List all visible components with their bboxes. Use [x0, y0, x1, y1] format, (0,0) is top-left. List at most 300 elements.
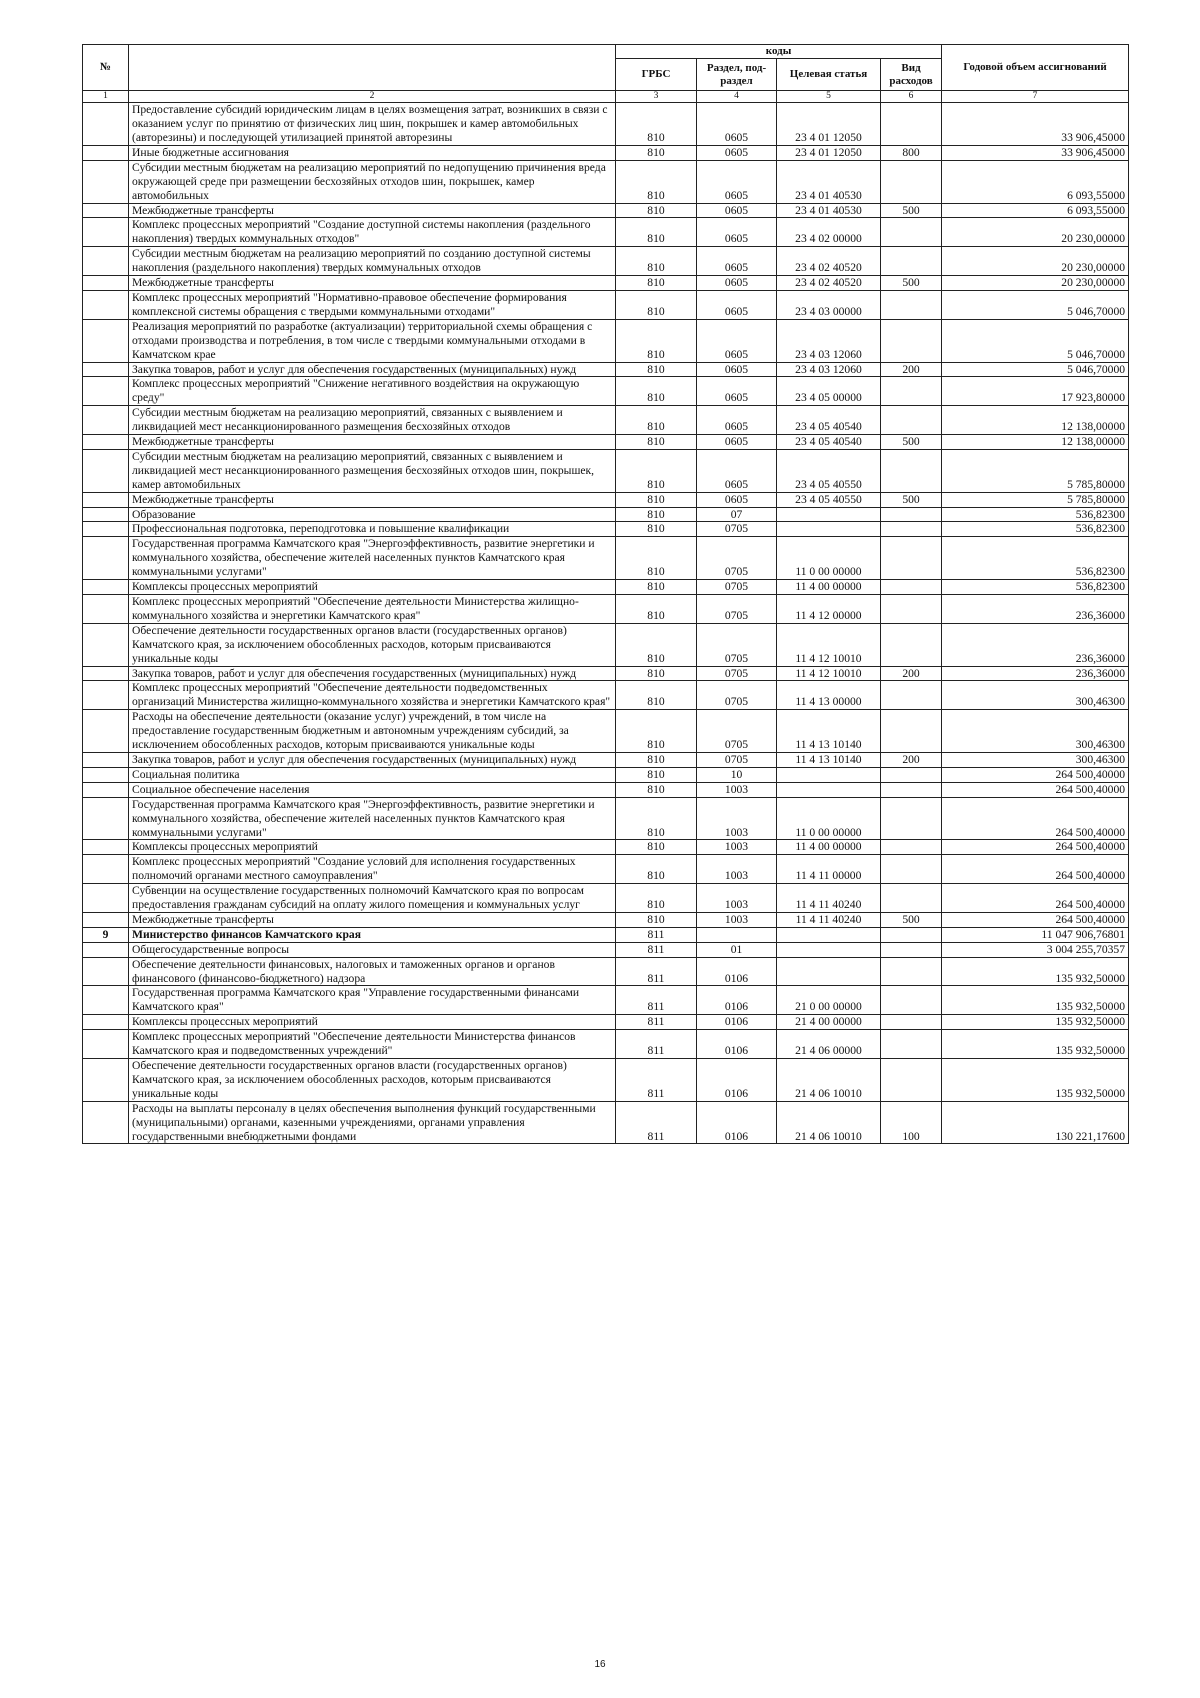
row-amount: 3 004 255,70357 — [942, 942, 1129, 957]
row-number — [83, 492, 129, 507]
row-grbs: 810 — [616, 406, 697, 435]
row-grbs: 810 — [616, 681, 697, 710]
row-name: Комплекс процессных мероприятий "Создание условий для исполнения государственных полномочий органами местного самоуправления" — [129, 855, 616, 884]
row-name: Реализация мероприятий по разработке (актуализации) территориальной схемы обращения с отходами производства и потребления, в том числе с твердыми коммунальными отходами в Камчатском крае — [129, 319, 616, 362]
row-name: Предоставление субсидий юридическим лицам в целях возмещения затрат, возникших в связи с оказанием услуг по принятию от физических лиц шин, покрышек и камер автомобильных (авторезины) и последующей утилизацией принятой авторезины — [129, 103, 616, 146]
row-type: 500 — [881, 912, 942, 927]
row-name: Субвенции на осуществление государственных полномочий Камчатского края по вопросам предоставления гражданам субсидий на оплату жилого помещения и коммунальных услуг — [129, 884, 616, 913]
table-row — [83, 595, 1129, 624]
row-target — [777, 927, 881, 942]
row-name: Комплексы процессных мероприятий — [129, 840, 616, 855]
table-row — [83, 1101, 1129, 1144]
row-amount: 11 047 906,76801 — [942, 927, 1129, 942]
row-number — [83, 377, 129, 406]
row-number — [83, 957, 129, 986]
row-amount: 6 093,55000 — [942, 160, 1129, 203]
row-amount: 20 230,00000 — [942, 218, 1129, 247]
row-type — [881, 840, 942, 855]
page-number: 16 — [594, 1659, 606, 1670]
row-type — [881, 377, 942, 406]
row-number — [83, 218, 129, 247]
table-row — [83, 623, 1129, 666]
row-section: 0705 — [697, 666, 777, 681]
row-type — [881, 522, 942, 537]
row-name: Межбюджетные трансферты — [129, 912, 616, 927]
row-section: 0106 — [697, 957, 777, 986]
row-number — [83, 1015, 129, 1030]
row-grbs: 810 — [616, 492, 697, 507]
row-section: 0705 — [697, 580, 777, 595]
colnum-6: 6 — [881, 91, 942, 103]
row-target: 23 4 03 12060 — [777, 319, 881, 362]
table-row — [83, 435, 1129, 450]
row-section: 10 — [697, 767, 777, 782]
row-number — [83, 276, 129, 291]
table-row — [83, 290, 1129, 319]
row-number — [83, 782, 129, 797]
row-amount: 536,82300 — [942, 507, 1129, 522]
table-row — [83, 103, 1129, 146]
row-name: Расходы на обеспечение деятельности (оказание услуг) учреждений, в том числе на предоставление государственным бюджетным и автономным учреждениям субсидий, за исключением обособленных расходов, которым присваиваются уникальные коды — [129, 710, 616, 753]
row-type: 800 — [881, 145, 942, 160]
table-row — [83, 218, 1129, 247]
row-number — [83, 855, 129, 884]
row-type — [881, 782, 942, 797]
row-amount: 264 500,40000 — [942, 767, 1129, 782]
row-target: 11 0 00 00000 — [777, 797, 881, 840]
row-grbs: 810 — [616, 595, 697, 624]
row-type — [881, 855, 942, 884]
row-type — [881, 449, 942, 492]
table-row — [83, 537, 1129, 580]
row-number — [83, 1059, 129, 1102]
row-name: Закупка товаров, работ и услуг для обеспечения государственных (муниципальных) нужд — [129, 362, 616, 377]
row-name: Профессиональная подготовка, переподготовка и повышение квалификации — [129, 522, 616, 537]
row-type: 500 — [881, 492, 942, 507]
row-target: 23 4 02 40520 — [777, 276, 881, 291]
row-target: 23 4 05 00000 — [777, 377, 881, 406]
row-name: Межбюджетные трансферты — [129, 435, 616, 450]
row-section: 1003 — [697, 797, 777, 840]
table-row — [83, 752, 1129, 767]
row-target: 21 4 06 00000 — [777, 1030, 881, 1059]
row-name: Субсидии местным бюджетам на реализацию мероприятий, связанных с выявлением и ликвидацией мест несанкционированного размещения бесхозяйных отходов — [129, 406, 616, 435]
row-section: 0605 — [697, 362, 777, 377]
row-amount: 6 093,55000 — [942, 203, 1129, 218]
row-type — [881, 942, 942, 957]
row-name: Образование — [129, 507, 616, 522]
row-section: 0705 — [697, 710, 777, 753]
row-grbs: 810 — [616, 522, 697, 537]
row-type — [881, 884, 942, 913]
row-number — [83, 797, 129, 840]
row-name: Межбюджетные трансферты — [129, 492, 616, 507]
table-row — [83, 681, 1129, 710]
table-row — [83, 782, 1129, 797]
row-target: 11 4 13 10140 — [777, 710, 881, 753]
row-section: 0106 — [697, 1059, 777, 1102]
row-number — [83, 507, 129, 522]
row-number — [83, 362, 129, 377]
row-name: Субсидии местным бюджетам на реализацию мероприятий по созданию доступной системы накопления (раздельного накопления) твердых коммунальных отходов — [129, 247, 616, 276]
row-number — [83, 1030, 129, 1059]
row-amount: 536,82300 — [942, 580, 1129, 595]
table-row — [83, 160, 1129, 203]
row-amount: 5 046,70000 — [942, 290, 1129, 319]
row-name: Обеспечение деятельности государственных органов власти (государственных органов) Камчатского края, за исключением обособленных расходов, которым присваиваются уникальные коды — [129, 623, 616, 666]
row-grbs: 810 — [616, 362, 697, 377]
row-grbs: 810 — [616, 103, 697, 146]
row-section: 01 — [697, 942, 777, 957]
row-type: 500 — [881, 435, 942, 450]
row-number — [83, 767, 129, 782]
row-number — [83, 319, 129, 362]
row-number — [83, 912, 129, 927]
row-number — [83, 522, 129, 537]
header-no: № — [83, 45, 129, 91]
row-amount: 135 932,50000 — [942, 1015, 1129, 1030]
row-amount: 5 046,70000 — [942, 362, 1129, 377]
row-number — [83, 884, 129, 913]
row-number — [83, 752, 129, 767]
row-amount: 264 500,40000 — [942, 884, 1129, 913]
row-grbs: 810 — [616, 782, 697, 797]
row-target: 11 4 11 40240 — [777, 884, 881, 913]
table-row — [83, 942, 1129, 957]
row-grbs: 811 — [616, 1030, 697, 1059]
row-grbs: 810 — [616, 247, 697, 276]
table-row — [83, 319, 1129, 362]
row-grbs: 810 — [616, 623, 697, 666]
row-amount: 20 230,00000 — [942, 247, 1129, 276]
row-section: 0705 — [697, 595, 777, 624]
row-amount: 300,46300 — [942, 681, 1129, 710]
row-number — [83, 986, 129, 1015]
row-amount: 135 932,50000 — [942, 1030, 1129, 1059]
row-name: Обеспечение деятельности государственных органов власти (государственных органов) Камчатского края, за исключением обособленных расходов, которым присваиваются уникальные коды — [129, 1059, 616, 1102]
row-section: 0605 — [697, 406, 777, 435]
row-target: 11 4 00 00000 — [777, 840, 881, 855]
row-number — [83, 623, 129, 666]
row-grbs: 810 — [616, 377, 697, 406]
row-grbs: 810 — [616, 884, 697, 913]
row-number — [83, 160, 129, 203]
row-grbs: 810 — [616, 666, 697, 681]
row-grbs: 810 — [616, 319, 697, 362]
row-amount: 5 785,80000 — [942, 492, 1129, 507]
row-type — [881, 290, 942, 319]
row-section: 1003 — [697, 840, 777, 855]
row-type — [881, 1059, 942, 1102]
row-section: 1003 — [697, 884, 777, 913]
row-number — [83, 666, 129, 681]
row-section: 0106 — [697, 1015, 777, 1030]
row-target — [777, 507, 881, 522]
row-amount: 135 932,50000 — [942, 1059, 1129, 1102]
row-type — [881, 580, 942, 595]
row-amount: 236,36000 — [942, 595, 1129, 624]
header-grbs: ГРБС — [616, 59, 697, 91]
row-grbs: 811 — [616, 986, 697, 1015]
table-row — [83, 957, 1129, 986]
row-grbs: 810 — [616, 767, 697, 782]
row-grbs: 810 — [616, 797, 697, 840]
row-grbs: 810 — [616, 912, 697, 927]
row-grbs: 810 — [616, 145, 697, 160]
row-target: 11 4 00 00000 — [777, 580, 881, 595]
row-type — [881, 797, 942, 840]
header-target: Целевая статья — [777, 59, 881, 91]
row-number — [83, 580, 129, 595]
row-name: Комплекс процессных мероприятий "Нормативно-правовое обеспечение формирования комплексной системы обращения с твердыми коммунальными отходами" — [129, 290, 616, 319]
row-name: Государственная программа Камчатского края "Энергоэффективность, развитие энергетики и коммунального хозяйства, обеспечение жителей населенных пунктов Камчатского края коммунальными услугами" — [129, 797, 616, 840]
row-amount: 300,46300 — [942, 710, 1129, 753]
row-target: 23 4 01 40530 — [777, 203, 881, 218]
row-target: 23 4 03 12060 — [777, 362, 881, 377]
row-section: 0605 — [697, 319, 777, 362]
row-type: 200 — [881, 752, 942, 767]
row-name: Социальная политика — [129, 767, 616, 782]
row-grbs: 810 — [616, 290, 697, 319]
row-target — [777, 767, 881, 782]
row-number — [83, 406, 129, 435]
row-name: Субсидии местным бюджетам на реализацию мероприятий, связанных с выявлением и ликвидацией мест несанкционированного размещения бесхозяйных отходов шин, покрышек, камер автомобильных — [129, 449, 616, 492]
row-amount: 264 500,40000 — [942, 797, 1129, 840]
row-section: 0106 — [697, 1101, 777, 1144]
row-grbs: 810 — [616, 752, 697, 767]
row-name: Субсидии местным бюджетам на реализацию мероприятий по недопущению причинения вреда окружающей среде при размещении бесхозяйных отходов шин, покрышек, камер автомобильных — [129, 160, 616, 203]
row-number — [83, 942, 129, 957]
row-type — [881, 681, 942, 710]
row-type — [881, 103, 942, 146]
table-row — [83, 522, 1129, 537]
table-row — [83, 203, 1129, 218]
colnum-7: 7 — [942, 91, 1129, 103]
colnum-1: 1 — [83, 91, 129, 103]
row-type — [881, 537, 942, 580]
row-name: Межбюджетные трансферты — [129, 203, 616, 218]
row-section: 0705 — [697, 681, 777, 710]
table-row — [83, 927, 1129, 942]
row-type — [881, 507, 942, 522]
row-target: 11 0 00 00000 — [777, 537, 881, 580]
row-target: 11 4 12 10010 — [777, 666, 881, 681]
row-grbs: 810 — [616, 435, 697, 450]
row-section: 0705 — [697, 537, 777, 580]
colnum-3: 3 — [616, 91, 697, 103]
row-grbs: 811 — [616, 927, 697, 942]
table-row — [83, 145, 1129, 160]
row-target: 23 4 01 12050 — [777, 103, 881, 146]
table-row — [83, 1059, 1129, 1102]
row-grbs: 810 — [616, 507, 697, 522]
header-name — [129, 45, 616, 91]
row-section: 0705 — [697, 752, 777, 767]
row-target: 23 4 02 40520 — [777, 247, 881, 276]
row-grbs: 811 — [616, 942, 697, 957]
table-row — [83, 449, 1129, 492]
row-section: 1003 — [697, 855, 777, 884]
table-body — [83, 103, 1129, 1144]
table-row — [83, 855, 1129, 884]
row-grbs: 810 — [616, 276, 697, 291]
row-type: 100 — [881, 1101, 942, 1144]
row-type — [881, 406, 942, 435]
row-name: Государственная программа Камчатского края "Энергоэффективность, развитие энергетики и коммунального хозяйства, обеспечение жителей населенных пунктов Камчатского края коммунальными услугами" — [129, 537, 616, 580]
row-number — [83, 247, 129, 276]
row-type — [881, 595, 942, 624]
row-target: 23 4 03 00000 — [777, 290, 881, 319]
row-type — [881, 319, 942, 362]
table-row — [83, 1030, 1129, 1059]
row-amount: 5 046,70000 — [942, 319, 1129, 362]
row-section: 0605 — [697, 145, 777, 160]
row-target: 23 4 05 40550 — [777, 449, 881, 492]
row-target: 21 4 06 10010 — [777, 1101, 881, 1144]
table-row — [83, 797, 1129, 840]
header-type: Вид расходов — [881, 59, 942, 91]
row-target: 21 0 00 00000 — [777, 986, 881, 1015]
table-row — [83, 247, 1129, 276]
colnum-5: 5 — [777, 91, 881, 103]
row-type — [881, 247, 942, 276]
row-type — [881, 1030, 942, 1059]
row-number — [83, 435, 129, 450]
table-row — [83, 362, 1129, 377]
table-row — [83, 377, 1129, 406]
row-amount: 20 230,00000 — [942, 276, 1129, 291]
row-target: 21 4 00 00000 — [777, 1015, 881, 1030]
row-section: 0106 — [697, 1030, 777, 1059]
row-target: 21 4 06 10010 — [777, 1059, 881, 1102]
row-number: 9 — [83, 927, 129, 942]
row-amount: 536,82300 — [942, 522, 1129, 537]
row-name: Общегосударственные вопросы — [129, 942, 616, 957]
table-row — [83, 580, 1129, 595]
row-type — [881, 218, 942, 247]
row-grbs: 810 — [616, 449, 697, 492]
row-section: 0605 — [697, 377, 777, 406]
table-row — [83, 1015, 1129, 1030]
row-section: 0605 — [697, 160, 777, 203]
row-section: 0605 — [697, 435, 777, 450]
row-name: Обеспечение деятельности финансовых, налоговых и таможенных органов и органов финансового (финансово-бюджетного) надзора — [129, 957, 616, 986]
table-row — [83, 666, 1129, 681]
row-section: 0106 — [697, 986, 777, 1015]
row-amount: 5 785,80000 — [942, 449, 1129, 492]
row-target — [777, 942, 881, 957]
row-number — [83, 103, 129, 146]
header-amount: Годовой объем ассигнований — [942, 45, 1129, 91]
row-number — [83, 203, 129, 218]
row-grbs: 811 — [616, 1015, 697, 1030]
row-target: 23 4 05 40540 — [777, 406, 881, 435]
row-target — [777, 782, 881, 797]
row-name: Социальное обеспечение населения — [129, 782, 616, 797]
row-type — [881, 767, 942, 782]
row-grbs: 810 — [616, 203, 697, 218]
row-type — [881, 957, 942, 986]
row-name: Комплекс процессных мероприятий "Снижение негативного воздействия на окружающую среду" — [129, 377, 616, 406]
row-number — [83, 681, 129, 710]
table-row — [83, 840, 1129, 855]
row-amount: 135 932,50000 — [942, 986, 1129, 1015]
row-name: Закупка товаров, работ и услуг для обеспечения государственных (муниципальных) нужд — [129, 752, 616, 767]
row-type: 200 — [881, 362, 942, 377]
row-name: Расходы на выплаты персоналу в целях обеспечения выполнения функций государственными (муниципальными) органами, казенными учреждениями, органами управления государственными внебюджетными фондами — [129, 1101, 616, 1144]
row-amount: 264 500,40000 — [942, 855, 1129, 884]
row-target: 11 4 13 00000 — [777, 681, 881, 710]
row-target — [777, 522, 881, 537]
row-type — [881, 927, 942, 942]
row-amount: 33 906,45000 — [942, 103, 1129, 146]
row-section: 0605 — [697, 203, 777, 218]
row-target: 11 4 12 10010 — [777, 623, 881, 666]
row-number — [83, 595, 129, 624]
row-section: 0705 — [697, 623, 777, 666]
row-target: 23 4 05 40540 — [777, 435, 881, 450]
table-row — [83, 710, 1129, 753]
table-row — [83, 507, 1129, 522]
row-amount: 236,36000 — [942, 623, 1129, 666]
row-section: 0605 — [697, 290, 777, 319]
row-amount: 33 906,45000 — [942, 145, 1129, 160]
row-target — [777, 957, 881, 986]
row-section: 07 — [697, 507, 777, 522]
row-amount: 17 923,80000 — [942, 377, 1129, 406]
row-name: Комплекс процессных мероприятий "Обеспечение деятельности Министерства жилищно-коммунального хозяйства и энергетики Камчатского края" — [129, 595, 616, 624]
row-grbs: 810 — [616, 855, 697, 884]
row-target: 11 4 13 10140 — [777, 752, 881, 767]
row-target: 23 4 02 00000 — [777, 218, 881, 247]
row-number — [83, 290, 129, 319]
table-row — [83, 767, 1129, 782]
row-amount: 536,82300 — [942, 537, 1129, 580]
row-type: 500 — [881, 203, 942, 218]
row-name: Комплекс процессных мероприятий "Обеспечение деятельности подведомственных организаций Министерства жилищно-коммунального хозяйства и энергетики Камчатского края" — [129, 681, 616, 710]
table-row — [83, 986, 1129, 1015]
row-grbs: 810 — [616, 160, 697, 203]
colnum-4: 4 — [697, 91, 777, 103]
row-section: 0605 — [697, 276, 777, 291]
row-number — [83, 537, 129, 580]
row-section — [697, 927, 777, 942]
row-grbs: 810 — [616, 537, 697, 580]
row-section: 0605 — [697, 449, 777, 492]
row-target: 23 4 05 40550 — [777, 492, 881, 507]
row-amount: 300,46300 — [942, 752, 1129, 767]
row-name: Межбюджетные трансферты — [129, 276, 616, 291]
colnum-2: 2 — [129, 91, 616, 103]
row-section: 1003 — [697, 782, 777, 797]
row-type: 500 — [881, 276, 942, 291]
row-section: 0605 — [697, 103, 777, 146]
row-section: 0605 — [697, 492, 777, 507]
row-name: Государственная программа Камчатского края "Управление государственными финансами Камчатского края" — [129, 986, 616, 1015]
row-section: 0605 — [697, 247, 777, 276]
row-amount: 264 500,40000 — [942, 840, 1129, 855]
table-row — [83, 492, 1129, 507]
row-name: Комплексы процессных мероприятий — [129, 1015, 616, 1030]
table-row — [83, 884, 1129, 913]
row-grbs: 811 — [616, 1101, 697, 1144]
row-amount: 264 500,40000 — [942, 782, 1129, 797]
table-row — [83, 276, 1129, 291]
row-number — [83, 145, 129, 160]
row-number — [83, 840, 129, 855]
row-type — [881, 986, 942, 1015]
row-number — [83, 1101, 129, 1144]
